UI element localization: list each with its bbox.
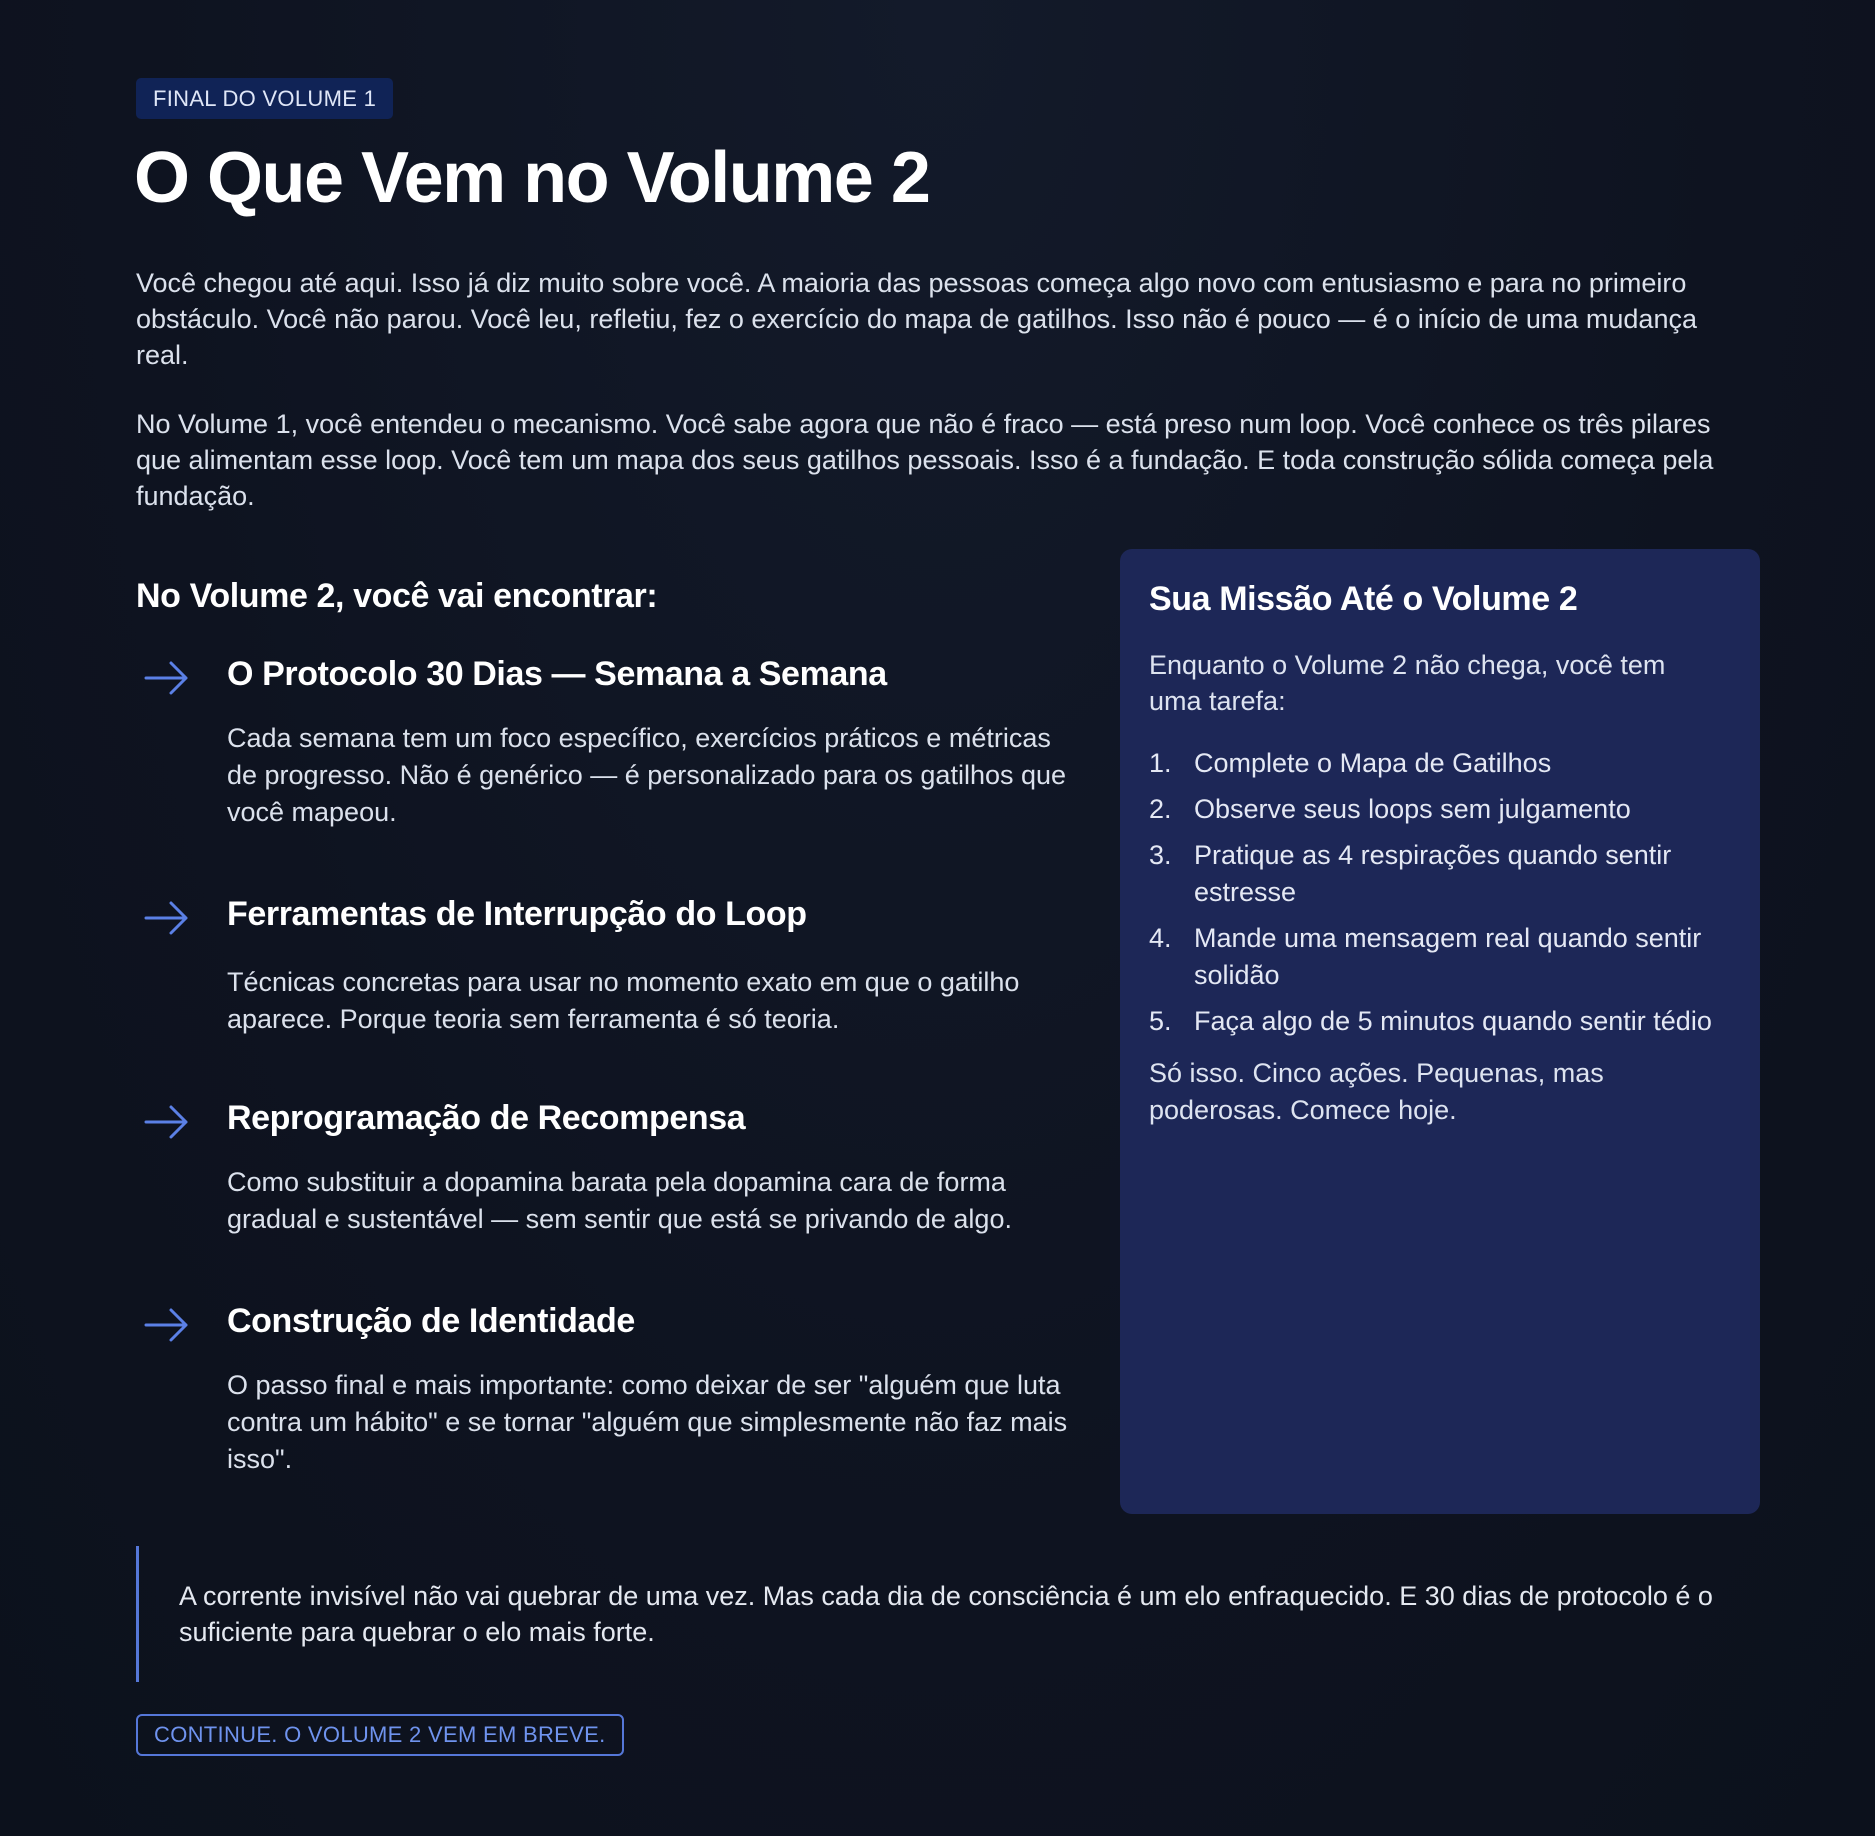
list-text: Complete o Mapa de Gatilhos: [1194, 748, 1552, 778]
feature-description: Técnicas concretas para usar no momento exato em que o gatilho aparece. Porque teoria sem ferramenta é só teoria.: [227, 967, 1020, 1034]
list-text: Mande uma mensagem real quando sentir solidão: [1194, 923, 1702, 990]
mission-list-item: [1149, 920, 1731, 994]
continue-badge: CONTINUE. O VOLUME 2 VEM EM BREVE.: [136, 1714, 624, 1756]
mission-panel: [1120, 549, 1760, 1514]
list-text: Observe seus loops sem julgamento: [1194, 794, 1631, 824]
list-text: Pratique as 4 respirações quando sentir estresse: [1194, 840, 1672, 907]
mission-outro: Só isso. Cinco ações. Pequenas, mas poderosas. Comece hoje.: [1149, 1058, 1604, 1125]
feature-description: Cada semana tem um foco específico, exercícios práticos e métricas de progresso. Não é genérico — é personalizado para os gatilhos que você mapeou.: [227, 723, 1067, 827]
intro-paragraph-1: Você chegou até aqui. Isso já diz muito sobre você. A maioria das pessoas começa algo novo com entusiasmo e para no primeiro obstáculo. Você não parou. Você leu, refletiu, fez o exercício do mapa de gatilhos. Isso não é pouco — é o início de uma mudança real.: [136, 268, 1697, 370]
arrow-right-icon: [144, 1104, 190, 1140]
mission-intro: Enquanto o Volume 2 não chega, você tem uma tarefa:: [1149, 650, 1666, 716]
mission-list-item: [1149, 745, 1731, 782]
feature-title: Construção de Identidade: [227, 1302, 635, 1340]
closing-quote: A corrente invisível não vai quebrar de uma vez. Mas cada dia de consciência é um elo enfraquecido. E 30 dias de protocolo é o suficiente para quebrar o elo mais forte.: [136, 1546, 1776, 1682]
arrow-right-icon: [144, 660, 190, 696]
list-number: 4.: [1149, 923, 1172, 953]
page-title: O Que Vem no Volume 2: [134, 138, 930, 218]
mission-title: Sua Missão Até o Volume 2: [1149, 580, 1578, 618]
list-number: 1.: [1149, 748, 1172, 778]
mission-list: [1149, 745, 1731, 1040]
arrow-right-icon: [144, 900, 190, 936]
feature-title: Ferramentas de Interrupção do Loop: [227, 895, 807, 933]
mission-list-item: [1149, 837, 1731, 911]
list-number: 5.: [1149, 1006, 1172, 1036]
mission-list-item: [1149, 791, 1731, 828]
feature-description: O passo final e mais importante: como deixar de ser "alguém que luta contra um hábito" e se tornar "alguém que simplesmente não faz mais isso".: [227, 1370, 1068, 1474]
features-section: [136, 574, 1076, 1474]
feature-title: Reprogramação de Recompensa: [227, 1099, 746, 1137]
list-text: Faça algo de 5 minutos quando sentir tédio: [1194, 1006, 1712, 1036]
intro-paragraph-2: No Volume 1, você entendeu o mecanismo. Você sabe agora que não é fraco — está preso num loop. Você conhece os três pilares que alimentam esse loop. Você tem um mapa dos seus gatilhos pessoais. Isso é a fundação. E toda construção sólida começa pela fundação.: [136, 409, 1714, 511]
volume-tag: FINAL DO VOLUME 1: [136, 78, 393, 119]
feature-title: O Protocolo 30 Dias — Semana a Semana: [227, 655, 887, 693]
list-number: 2.: [1149, 794, 1172, 824]
list-number: 3.: [1149, 840, 1172, 870]
features-heading: No Volume 2, você vai encontrar:: [136, 577, 658, 615]
arrow-right-icon: [144, 1307, 190, 1343]
mission-list-item: [1149, 1003, 1731, 1040]
feature-description: Como substituir a dopamina barata pela dopamina cara de forma gradual e sustentável — sem sentir que está se privando de algo.: [227, 1167, 1012, 1234]
